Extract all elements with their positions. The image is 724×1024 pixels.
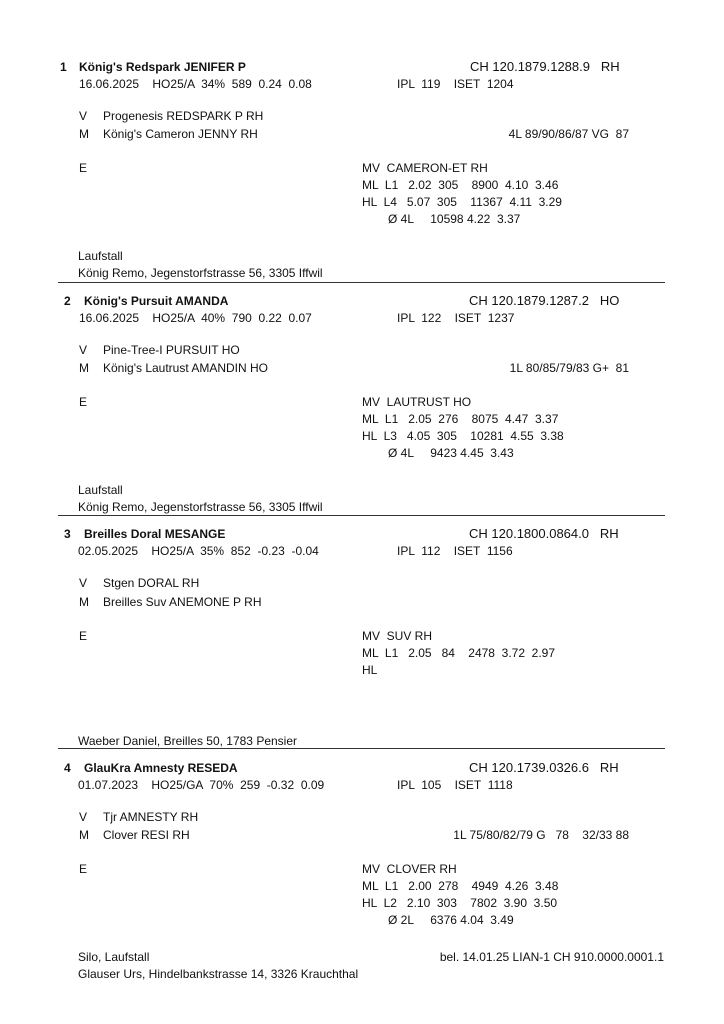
lactation-ml: ML L1 2.05 84 2478 3.72 2.97: [362, 646, 556, 660]
lactation-average: Ø 4L 10598 4.22 3.37: [388, 212, 521, 226]
maternal-sire: MV CLOVER RH: [362, 862, 457, 876]
dam-name: Clover RESI RH: [103, 828, 190, 842]
animal-id: CH 120.1879.1288.9 RH: [470, 59, 620, 74]
animal-id: CH 120.1879.1287.2 HO: [469, 293, 620, 308]
animal-name: GlauKra Amnesty RESEDA: [84, 761, 238, 775]
housing: Laufstall: [78, 249, 123, 263]
owner: Glauser Urs, Hindelbankstrasse 14, 3326 Krauchthal: [78, 967, 359, 981]
maternal-sire: MV CAMERON-ET RH: [362, 161, 488, 175]
owner: Waeber Daniel, Breilles 50, 1783 Pensier: [78, 734, 298, 748]
e-label: E: [79, 395, 88, 409]
dam-name: König's Cameron JENNY RH: [103, 127, 258, 141]
sire-name: Progenesis REDSPARK P RH: [103, 109, 264, 123]
animal-id: CH 120.1739.0326.6 RH: [469, 760, 619, 775]
lactation-hl: HL L3 4.05 305 10281 4.55 3.38: [362, 429, 564, 443]
dam-classification: 1L 80/85/79/83 G+ 81: [509, 361, 629, 375]
dam-name: Breilles Suv ANEMONE P RH: [103, 595, 262, 609]
test-stats: 16.06.2025 HO25/A 40% 790 0.22 0.07: [79, 311, 312, 325]
dam-classification: 4L 89/90/86/87 VG 87: [508, 127, 629, 141]
sire-label: V: [79, 343, 88, 357]
lactation-hl: HL L2 2.10 303 7802 3.90 3.50: [362, 896, 558, 910]
lactation-ml: ML L1 2.02 305 8900 4.10 3.46: [362, 178, 559, 192]
sire-name: Stgen DORAL RH: [103, 576, 200, 590]
e-label: E: [79, 862, 88, 876]
entry-number: 2: [64, 294, 71, 308]
separator: [58, 748, 665, 749]
entry-number: 3: [64, 527, 71, 541]
sire-label: V: [79, 109, 88, 123]
index-values: IPL 105 ISET 1118: [397, 778, 513, 792]
test-stats: 02.05.2025 HO25/A 35% 852 -0.23 -0.04: [78, 544, 319, 558]
test-stats: 01.07.2023 HO25/GA 70% 259 -0.32 0.09: [78, 778, 325, 792]
animal-name: König's Pursuit AMANDA: [84, 294, 229, 308]
sire-name: Tjr AMNESTY RH: [103, 810, 199, 824]
dam-name: König's Lautrust AMANDIN HO: [103, 361, 269, 375]
lactation-average: Ø 2L 6376 4.04 3.49: [388, 913, 514, 927]
dam-label: M: [79, 127, 89, 141]
animal-id: CH 120.1800.0864.0 RH: [469, 526, 619, 541]
entry-number: 4: [64, 761, 71, 775]
entry-number: 1: [60, 60, 67, 74]
dam-label: M: [79, 828, 89, 842]
index-values: IPL 112 ISET 1156: [397, 544, 513, 558]
dam-label: M: [79, 595, 89, 609]
separator: [58, 282, 665, 283]
housing-note: bel. 14.01.25 LIAN-1 CH 910.0000.0001.1: [439, 950, 664, 964]
lactation-hl: HL: [362, 663, 378, 677]
dam-classification: 1L 75/80/82/79 G 78 32/33 88: [453, 828, 629, 842]
maternal-sire: MV SUV RH: [362, 629, 433, 643]
lactation-average: Ø 4L 9423 4.45 3.43: [388, 446, 514, 460]
maternal-sire: MV LAUTRUST HO: [362, 395, 472, 409]
index-values: IPL 122 ISET 1237: [397, 311, 515, 325]
animal-name: Breilles Doral MESANGE: [84, 527, 226, 541]
sire-name: Pine-Tree-I PURSUIT HO: [103, 343, 240, 357]
e-label: E: [79, 629, 88, 643]
dam-label: M: [79, 361, 89, 375]
index-values: IPL 119 ISET 1204: [397, 77, 514, 91]
separator: [58, 515, 665, 516]
animal-name: König's Redspark JENIFER P: [79, 60, 246, 74]
lactation-hl: HL L4 5.07 305 11367 4.11 3.29: [362, 195, 562, 209]
lactation-ml: ML L1 2.00 278 4949 4.26 3.48: [362, 879, 559, 893]
e-label: E: [79, 161, 88, 175]
sire-label: V: [79, 810, 88, 824]
lactation-ml: ML L1 2.05 276 8075 4.47 3.37: [362, 412, 559, 426]
owner: König Remo, Jegenstorfstrasse 56, 3305 Iffwil: [78, 500, 323, 514]
housing: Silo, Laufstall: [78, 950, 150, 964]
sire-label: V: [79, 576, 88, 590]
housing: Laufstall: [78, 483, 123, 497]
test-stats: 16.06.2025 HO25/A 34% 589 0.24 0.08: [79, 77, 312, 91]
owner: König Remo, Jegenstorfstrasse 56, 3305 Iffwil: [78, 266, 323, 280]
